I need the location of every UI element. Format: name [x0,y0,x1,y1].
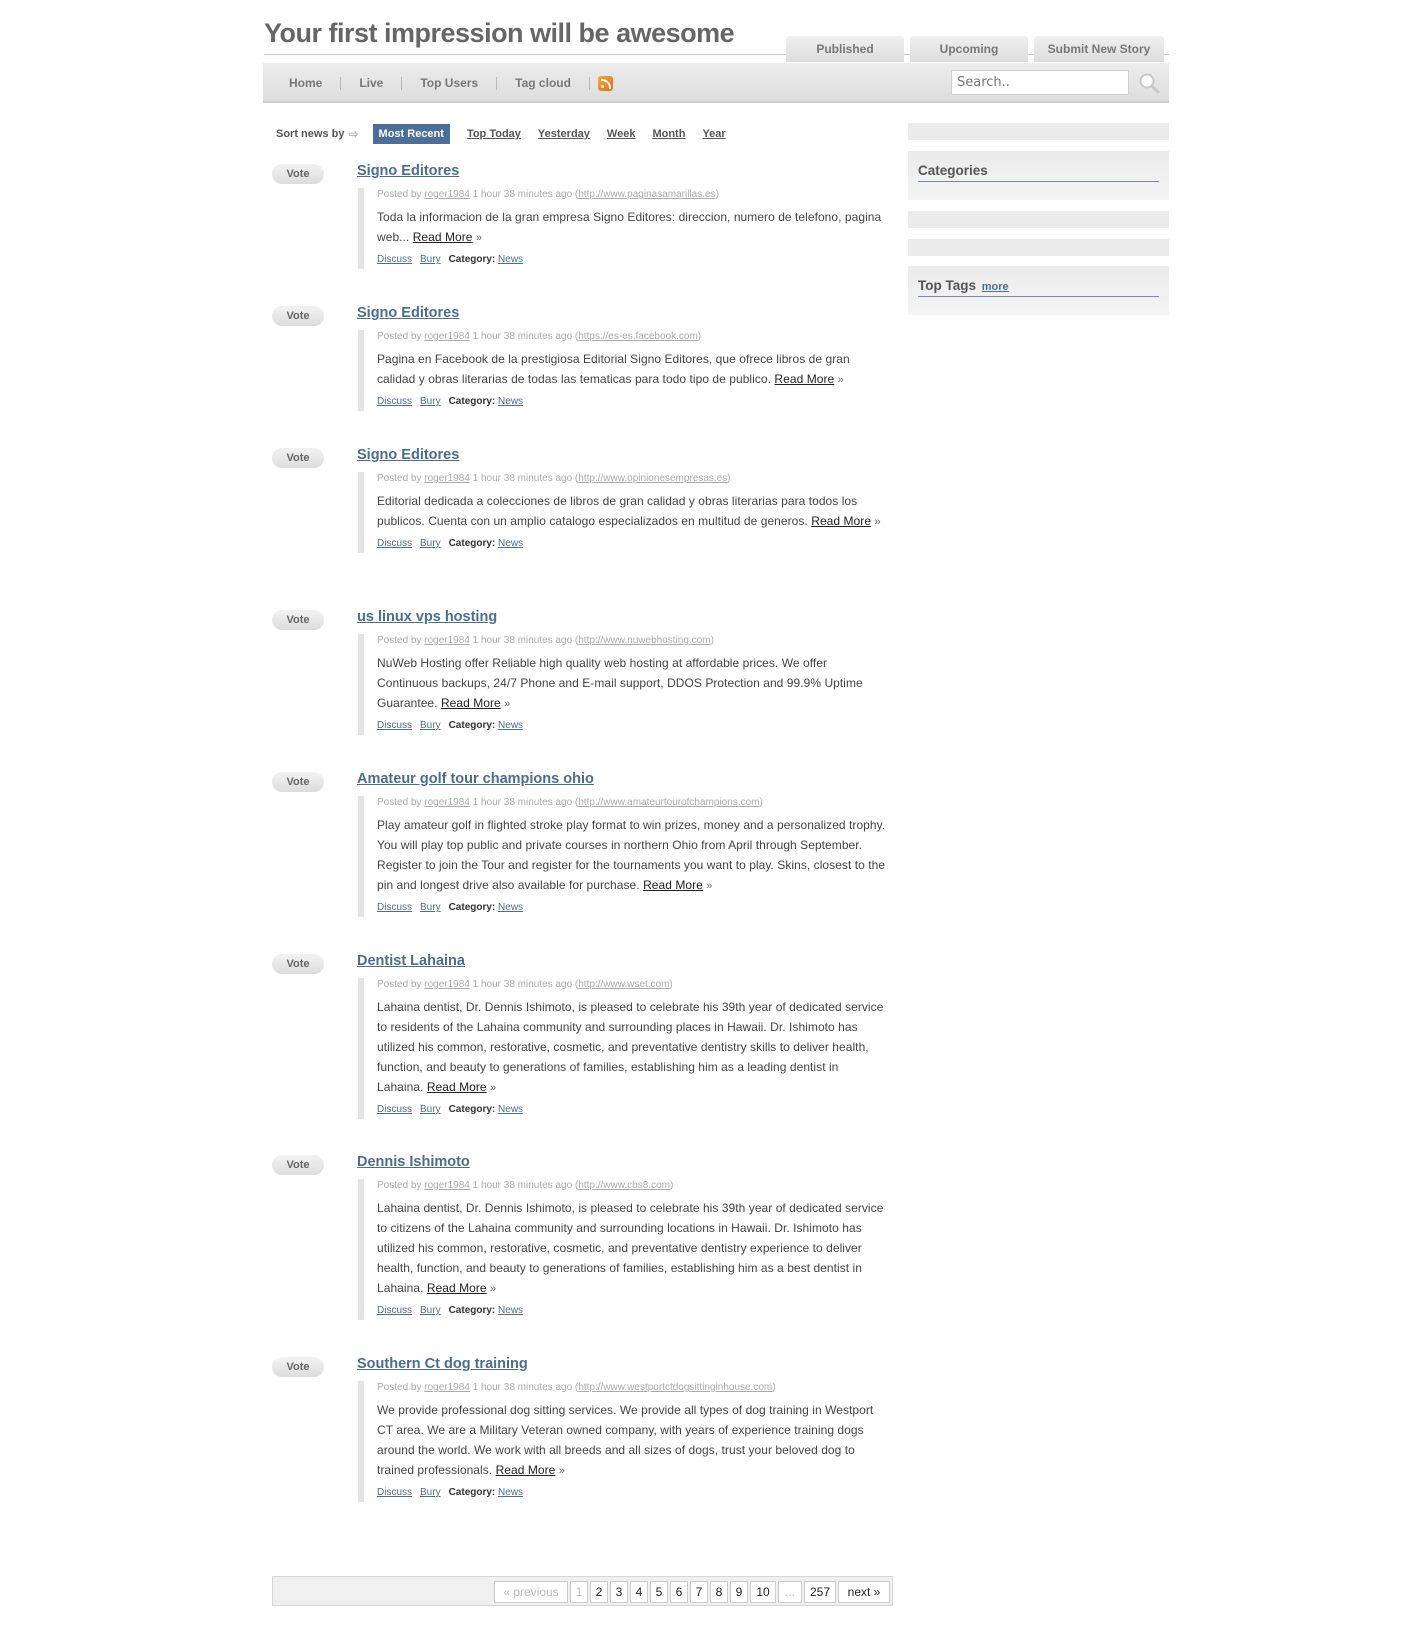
story-time: 1 hour 38 minutes ago [472,473,573,484]
category-link[interactable]: News [498,396,524,407]
sort-month[interactable]: Month [652,128,686,140]
story-source-link[interactable]: http://www.cbs8.com [578,1180,670,1191]
vote-button[interactable]: Vote [272,954,324,974]
pagination-page[interactable]: 257 [804,1581,836,1603]
nav-live[interactable]: Live [341,77,402,90]
read-more-link[interactable]: Read More [774,372,835,386]
posted-by-label: Posted by [377,473,422,484]
story-meta: Posted by roger1984 1 hour 38 minutes ago (http://www.cbs8.com) [377,1180,674,1191]
category-label: Category: [448,538,496,549]
sort-most-recent[interactable]: Most Recent [373,124,450,144]
sort-top-today[interactable]: Top Today [466,128,521,140]
category-label: Category: [448,396,496,407]
category-label: Category: [448,902,496,913]
story-actions [377,395,888,411]
main-navbar [263,63,1169,103]
story-description [377,349,888,390]
story-description-text: Pagina en Facebook de la prestigiosa Editorial Signo Editores, que ofrece libros de gran calidad y obras literarias de todas las tematicas para todo tipo de publico. [377,352,850,386]
story-description-text: We provide professional dog sitting services. We provide all types of dog training in Westport CT area. We are a Military Veteran owned company, with years of experience training dogs around the world. We work with all breeds and all sizes of dogs, trust your beloved dog to trained professionals. [377,1403,874,1477]
story-title[interactable]: Dennis Ishimoto [357,1154,470,1170]
pagination-previous: « previous [494,1581,568,1603]
story-body [358,1381,888,1502]
story-title[interactable]: Signo Editores [357,163,460,179]
story-author-link[interactable]: roger1984 [424,1382,470,1393]
story-description [377,491,888,532]
bury-link[interactable]: Bury [420,720,441,731]
site-title: Your first impression will be awesome [264,18,735,48]
story-author-link[interactable]: roger1984 [424,979,470,990]
story-title[interactable]: Signo Editores [357,447,460,463]
top-tabs [786,36,1164,62]
story-meta: Posted by roger1984 1 hour 38 minutes ago (http://www.amateurtourofchampions.com) [377,797,763,808]
chevron-right-icon: » [874,516,881,528]
read-more-link[interactable]: Read More [643,878,703,892]
category-link[interactable]: News [498,254,524,265]
story-description [377,653,888,714]
category-label: Category: [448,1305,496,1316]
discuss-link[interactable]: Discuss [377,720,413,731]
category-link[interactable]: News [498,1305,524,1316]
story-description-text: Lahaina dentist, Dr. Dennis Ishimoto, is pleased to celebrate his 39th year of dedicated service to residents of the Lahaina community and surrounding places in Hawaii. Dr. Ishimoto has utilized his common, restorative, cosmetic, and preventative dentistry skills to deliver health, function, and beauty to generations of families, establishing him as a leading dentist in Lahaina. [377,1000,884,1094]
nav-tag-cloud[interactable]: Tag cloud [497,77,590,90]
story-actions [377,537,888,553]
bury-link[interactable]: Bury [420,396,441,407]
sort-week[interactable]: Week [606,128,636,140]
chevron-right-icon: » [475,232,483,244]
bury-link[interactable]: Bury [420,1487,441,1498]
story-time: 1 hour 38 minutes ago [472,635,573,646]
story-body [358,978,888,1119]
posted-by-label: Posted by [377,189,422,200]
arrow-right-icon: ⇨ [348,127,359,141]
story-meta: Posted by roger1984 1 hour 38 minutes ago (http://www.paginasamarillas.es) [377,189,719,200]
rss-icon[interactable] [598,76,613,91]
category-label: Category: [448,1104,496,1115]
pagination-page[interactable]: 5 [650,1581,668,1603]
story-source-link[interactable]: https://es-es.facebook.com [578,331,698,342]
posted-by-label: Posted by [377,797,422,808]
category-label: Category: [448,1487,496,1498]
story-meta: Posted by roger1984 1 hour 38 minutes ago (http://www.westportctdogsittinginhouse.com) [377,1382,776,1393]
story-time: 1 hour 38 minutes ago [472,331,573,342]
story-title[interactable]: us linux vps hosting [357,609,498,625]
tab-published-news[interactable]: Published [786,36,904,62]
category-link[interactable]: News [498,1104,524,1115]
story-author-link[interactable]: roger1984 [424,189,470,200]
story-author-link[interactable]: roger1984 [424,635,470,646]
category-link[interactable]: News [498,902,524,913]
discuss-link[interactable]: Discuss [377,1487,413,1498]
story-body [358,472,888,553]
story-description [377,1400,888,1481]
sort-year[interactable]: Year [702,128,726,140]
chevron-right-icon: » [504,698,511,710]
story-actions [377,1103,888,1119]
tab-upcoming-news[interactable]: Upcoming [910,36,1028,62]
vote-button[interactable]: Vote [272,772,324,792]
story-body [358,796,888,917]
story-source-link[interactable]: http://www.amateurtourofchampions.com [578,797,760,808]
chevron-right-icon: » [558,1465,565,1477]
story-author-link[interactable]: roger1984 [424,1180,470,1191]
vote-button[interactable]: Vote [272,610,324,630]
posted-by-label: Posted by [377,635,422,646]
bury-link[interactable]: Bury [420,1104,441,1115]
category-label: Category: [448,720,496,731]
search-input[interactable] [951,70,1129,95]
story-actions [377,253,888,269]
sidebar-bar [908,211,1169,228]
story-author-link[interactable]: roger1984 [424,797,470,808]
chevron-right-icon: » [490,1283,497,1295]
read-more-link[interactable]: Read More [495,1463,556,1477]
pagination-page[interactable]: 4 [630,1581,648,1603]
sort-yesterday[interactable]: Yesterday [537,128,590,140]
story-description-text: Editorial dedicada a colecciones de libros de gran calidad y obras literarias para todos los publicos. Cuenta con un amplio catalogo especializados en multitud de generos. [377,494,858,528]
discuss-link[interactable]: Discuss [377,1104,413,1115]
chevron-right-icon: » [706,880,713,892]
story-actions [377,901,888,917]
nav-top-users[interactable]: Top Users [402,77,497,90]
pagination-next[interactable]: next » [838,1581,890,1603]
chevron-right-icon: » [837,374,844,386]
story-time: 1 hour 38 minutes ago [472,1382,573,1393]
story-source-link[interactable]: http://www.paginasamarillas.es [578,189,716,200]
posted-by-label: Posted by [377,331,422,342]
discuss-link[interactable]: Discuss [377,902,413,913]
story-body [358,188,888,269]
story-author-link[interactable]: roger1984 [424,331,470,342]
pagination-ellipsis: ... [778,1581,802,1603]
search-icon[interactable] [1137,71,1161,95]
story-source-link[interactable]: http://www.wset.com [578,979,670,990]
vote-button[interactable]: Vote [272,448,324,468]
read-more-link[interactable]: Read More [811,514,872,528]
tab-submit-new-story[interactable]: Submit New Story [1034,36,1164,62]
story-meta: Posted by roger1984 1 hour 38 minutes ago (https://es-es.facebook.com) [377,331,702,342]
discuss-link[interactable]: Discuss [377,254,413,265]
story-source-link[interactable]: http://www.nuwebhosting.com [578,635,711,646]
story-title[interactable]: Signo Editores [357,305,460,321]
vote-button[interactable]: Vote [272,164,324,184]
categories-heading: Categories [918,163,1159,182]
story-description [377,1198,888,1299]
category-link[interactable]: News [498,538,524,549]
story-body [358,1179,888,1320]
read-more-link[interactable]: Read More [440,696,501,710]
story-description [377,997,888,1098]
posted-by-label: Posted by [377,1180,422,1191]
posted-by-label: Posted by [377,1382,422,1393]
story-title[interactable]: Amateur golf tour champions ohio [357,771,594,787]
story-meta: Posted by roger1984 1 hour 38 minutes ago (http://www.nuwebhosting.com) [377,635,714,646]
sidebar-bar [908,123,1169,140]
bury-link[interactable]: Bury [420,254,441,265]
vote-button[interactable]: Vote [272,306,324,326]
category-link[interactable]: News [498,720,524,731]
pagination-page[interactable]: 7 [690,1581,708,1603]
story-time: 1 hour 38 minutes ago [472,979,573,990]
story-actions [377,719,888,735]
bury-link[interactable]: Bury [420,1305,441,1316]
story-title[interactable]: Dentist Lahaina [357,953,465,969]
story-actions [377,1304,888,1320]
story-time: 1 hour 38 minutes ago [472,189,573,200]
read-more-link[interactable]: Read More [426,1281,487,1295]
sort-bar [276,124,743,144]
story-description [377,815,888,896]
pagination-page[interactable]: 10 [750,1581,776,1603]
story-body [358,634,888,735]
story-description [377,207,888,248]
sort-label: Sort news by [276,128,345,140]
discuss-link[interactable]: Discuss [377,538,413,549]
read-more-link[interactable]: Read More [412,230,473,244]
discuss-link[interactable]: Discuss [377,396,413,407]
story-source-link[interactable]: http://www.westportctdogsittinginhouse.com [578,1382,773,1393]
story-description-text: Play amateur golf in flighted stroke play format to win prizes, money and a personalized trophy. You will play top public and private courses in northern Ohio from April through September. Register to join the Tour and register for the tournaments you want to play. Skins, closest to the pin and longest drive also available for purchase. [377,818,886,892]
pagination-page[interactable]: 6 [670,1581,688,1603]
pagination-page[interactable]: 2 [590,1581,608,1603]
chevron-right-icon: » [490,1082,497,1094]
top-tags-title: Top Tags [918,278,976,293]
story-description-text: NuWeb Hosting offer Reliable high quality web hosting at affordable prices. We offer Continuous backups, 24/7 Phone and E-mail support, DDOS Protection and 99.9% Uptime Guarantee. [377,656,863,710]
discuss-link[interactable]: Discuss [377,1305,413,1316]
story-time: 1 hour 38 minutes ago [472,1180,573,1191]
posted-by-label: Posted by [377,979,422,990]
pagination [272,1576,893,1606]
pagination-page[interactable]: 8 [710,1581,728,1603]
category-link[interactable]: News [498,1487,524,1498]
top-tags-more-link[interactable]: more [981,281,1009,293]
story-actions [377,1486,888,1502]
sidebar-bar [908,239,1169,256]
pagination-page: 1 [570,1581,588,1603]
pagination-page[interactable]: 9 [730,1581,748,1603]
vote-button[interactable]: Vote [272,1155,324,1175]
nav-home[interactable]: Home [271,77,341,90]
top-tags-heading [918,278,1159,297]
vote-button[interactable]: Vote [272,1357,324,1377]
read-more-link[interactable]: Read More [426,1080,487,1094]
story-time: 1 hour 38 minutes ago [472,797,573,808]
story-meta: Posted by roger1984 1 hour 38 minutes ago (http://www.wset.com) [377,979,673,990]
top-tags-box [908,266,1169,315]
story-meta: Posted by roger1984 1 hour 38 minutes ago (http://www.opinionesempresas.es) [377,473,731,484]
bury-link[interactable]: Bury [420,538,441,549]
story-body [358,330,888,411]
story-title[interactable]: Southern Ct dog training [357,1356,528,1372]
categories-box [908,151,1169,200]
category-label: Category: [448,254,496,265]
pagination-page[interactable]: 3 [610,1581,628,1603]
story-author-link[interactable]: roger1984 [424,473,470,484]
story-source-link[interactable]: http://www.opinionesempresas.es [578,473,728,484]
story-description-text: Toda la informacion de la gran empresa Signo Editores: direccion, numero de telefono, pagina web... [377,210,882,244]
bury-link[interactable]: Bury [420,902,441,913]
story-description-text: Lahaina dentist, Dr. Dennis Ishimoto, is pleased to celebrate his 39th year of dedicated service to citizens of the Lahaina community and surrounding locations in Hawaii. Dr. Ishimoto has utilized his common, restorative, cosmetic, and preventative dentistry experience to deliver health, function, and beauty to generations of families, establishing him as a best dentist in Lahaina. [377,1201,884,1295]
